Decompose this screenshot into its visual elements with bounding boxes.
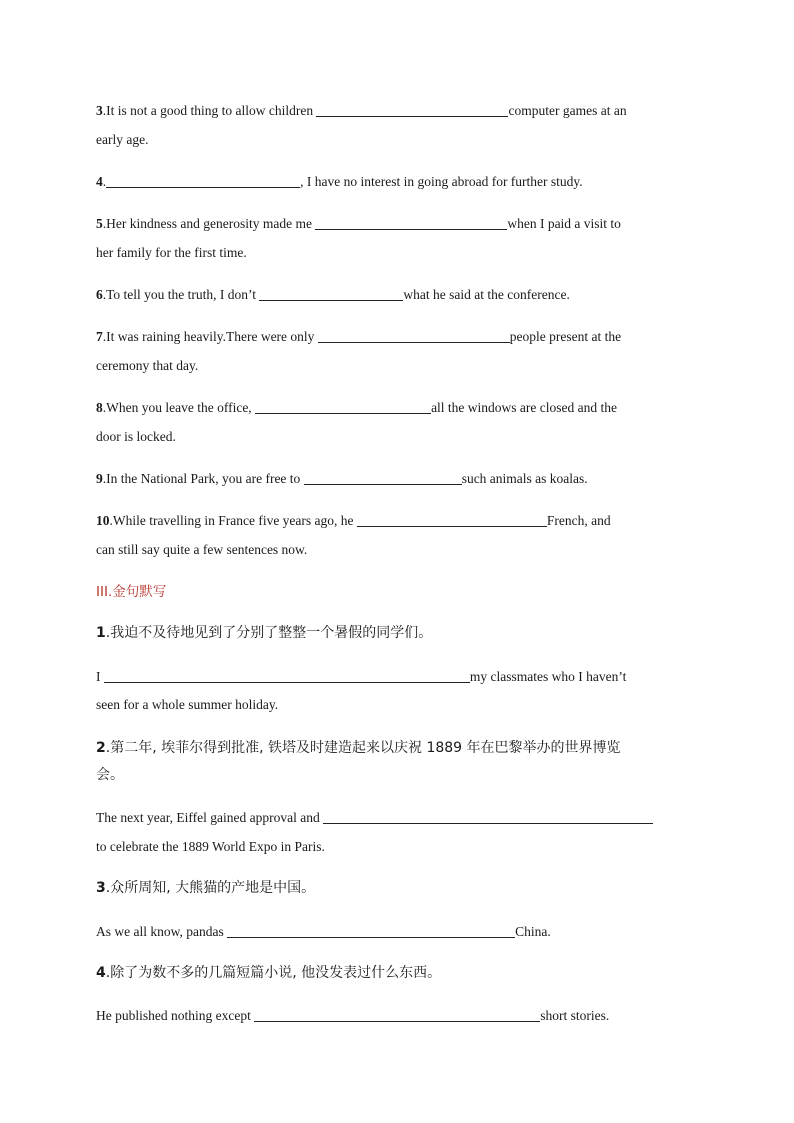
item-number: 7 <box>96 329 103 344</box>
quote-number: 3 <box>96 880 106 896</box>
item-3-line-1 <box>96 102 627 120</box>
item-6-line-1 <box>96 286 570 304</box>
item-text: .When you leave the office, <box>102 400 256 415</box>
item-number: 8 <box>96 400 103 415</box>
item-7-line-1 <box>96 328 621 346</box>
quote-4-chinese <box>96 964 441 982</box>
item-text: .In the National Park, you are free to <box>102 471 304 486</box>
item-text: , I have no interest in going abroad for further study. <box>300 174 583 189</box>
quote-chinese-text: .除了为数不多的几篇短篇小说, 他没发表过什么东西。 <box>105 965 442 981</box>
answer-blank[interactable] <box>259 286 403 301</box>
answer-blank[interactable] <box>318 328 510 343</box>
item-text: .Her kindness and generosity made me <box>102 216 316 231</box>
quote-3-chinese <box>96 879 315 897</box>
quote-2-chinese <box>96 739 621 757</box>
quote-4-line-1 <box>96 1007 609 1025</box>
quote-2-line-1 <box>96 809 653 827</box>
quote-number: 1 <box>96 625 106 641</box>
item-10-line-2: can still say quite a few sentences now. <box>96 542 308 557</box>
item-number: 4 <box>96 174 103 189</box>
answer-blank[interactable] <box>227 923 515 938</box>
item-8-line-2: door is locked. <box>96 429 176 444</box>
quote-text: I <box>96 669 104 684</box>
item-4-line-1 <box>96 173 583 191</box>
item-5-line-1 <box>96 215 621 233</box>
item-8-line-1 <box>96 399 617 417</box>
item-text: .It is not a good thing to allow children <box>102 103 317 118</box>
answer-blank[interactable] <box>316 102 508 117</box>
answer-blank[interactable] <box>323 809 653 824</box>
quote-number: 2 <box>96 740 106 756</box>
quote-text: my classmates who I haven’t <box>469 669 627 684</box>
answer-blank[interactable] <box>255 399 431 414</box>
item-number: 6 <box>96 287 103 302</box>
answer-blank[interactable] <box>357 512 547 527</box>
item-text: French, and <box>546 513 611 528</box>
answer-blank[interactable] <box>254 1007 540 1022</box>
item-9-line-1 <box>96 470 588 488</box>
item-text: computer games at an <box>508 103 627 118</box>
item-5-line-2: her family for the first time. <box>96 245 247 260</box>
item-10-line-1 <box>96 512 611 530</box>
item-number: 10 <box>96 513 110 528</box>
quote-1-line-1 <box>96 668 626 686</box>
item-text: people present at the <box>509 329 622 344</box>
item-text: when I paid a visit to <box>507 216 621 231</box>
item-number: 5 <box>96 216 103 231</box>
item-text: . <box>102 174 107 189</box>
quote-text: China. <box>515 924 551 939</box>
quote-1-line-2: seen for a whole summer holiday. <box>96 697 279 712</box>
item-text: what he said at the conference. <box>403 287 570 302</box>
answer-blank[interactable] <box>106 173 300 188</box>
answer-blank[interactable] <box>104 668 470 683</box>
item-number: 3 <box>96 103 103 118</box>
quote-text: The next year, Eiffel gained approval and <box>96 810 324 825</box>
item-7-line-2: ceremony that day. <box>96 358 199 373</box>
quote-chinese-text: .我迫不及待地见到了分别了整整一个暑假的同学们。 <box>105 625 433 641</box>
quote-chinese-text: .众所周知, 大熊猫的产地是中国。 <box>105 880 316 896</box>
item-text: .While travelling in France five years ago, he <box>109 513 357 528</box>
quote-text: short stories. <box>540 1008 610 1023</box>
item-number: 9 <box>96 471 103 486</box>
item-text: .It was raining heavily.There were only <box>102 329 318 344</box>
item-text: such animals as koalas. <box>461 471 588 486</box>
quote-text: As we all know, pandas <box>96 924 228 939</box>
quote-chinese-text: .第二年, 埃菲尔得到批准, 铁塔及时建造起来以庆祝 1889 年在巴黎举办的世界博览 <box>105 740 621 756</box>
quote-2-line-2: to celebrate the 1889 World Expo in Paris. <box>96 839 325 854</box>
answer-blank[interactable] <box>315 215 507 230</box>
quote-3-line-1 <box>96 923 551 941</box>
item-3-line-2: early age. <box>96 132 149 147</box>
section-title: III.金句默写 <box>96 584 167 600</box>
quote-number: 4 <box>96 965 106 981</box>
quote-2-chinese-cont: 会。 <box>96 767 124 783</box>
quote-1-chinese <box>96 624 432 642</box>
item-text: all the windows are closed and the <box>431 400 618 415</box>
quote-text: He published nothing except <box>96 1008 255 1023</box>
answer-blank[interactable] <box>304 470 462 485</box>
item-text: .To tell you the truth, I don’t <box>102 287 260 302</box>
